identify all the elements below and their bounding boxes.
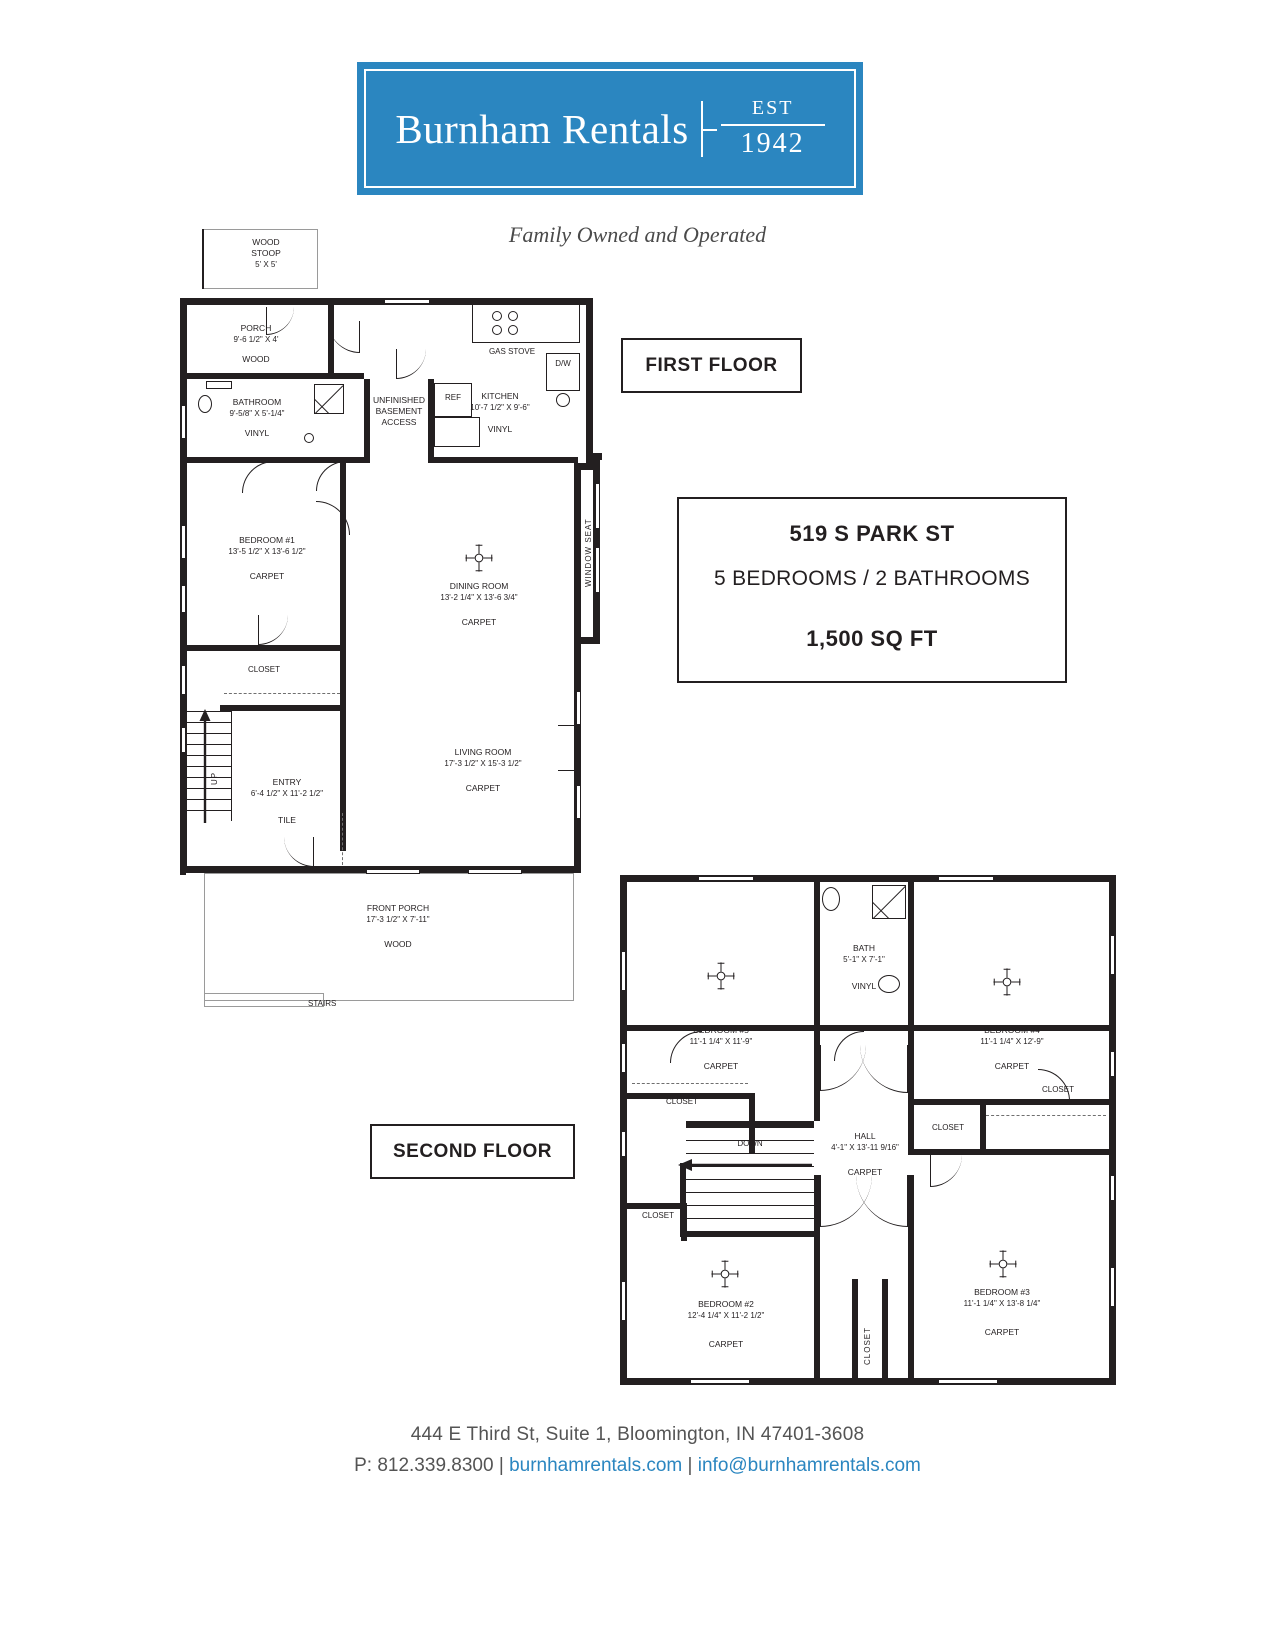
bedroom1-wall-bottom bbox=[180, 645, 346, 651]
footer-address: 444 E Third St, Suite 1, Bloomington, IN 47401-3608 bbox=[410, 1424, 865, 1445]
room-floor: CARPET bbox=[984, 1327, 1020, 1337]
ceiling-fan-icon bbox=[986, 1247, 1020, 1281]
ref-label: REF bbox=[445, 393, 461, 402]
room-bedroom-3 bbox=[932, 1287, 1072, 1338]
property-sqft: 1,500 SQ FT bbox=[806, 626, 938, 651]
room-label: BASEMENT bbox=[375, 406, 423, 416]
window bbox=[576, 785, 581, 819]
closet-wall bbox=[627, 1203, 687, 1209]
closet-wall-side bbox=[980, 1099, 986, 1155]
footer-sep-1: | bbox=[498, 1455, 510, 1476]
kitchen-wall-bottom bbox=[434, 457, 578, 463]
room-dim: 9'-5/8" X 5'-1/4" bbox=[229, 409, 285, 418]
brand-logo-inner bbox=[364, 69, 856, 188]
brand-tagline: Family Owned and Operated bbox=[508, 222, 767, 247]
sink-icon bbox=[206, 381, 232, 389]
room-bedroom-4 bbox=[942, 1025, 1082, 1072]
window bbox=[621, 1043, 626, 1073]
room-dim: 12'-4 1/4" X 11'-2 1/2" bbox=[687, 1311, 765, 1320]
window bbox=[621, 1131, 626, 1157]
stairwell-wall-bottom bbox=[680, 1231, 820, 1237]
kitchen-counter-2 bbox=[434, 417, 480, 447]
first-floor-label: FIRST FLOOR bbox=[621, 338, 802, 393]
room-bedroom-2 bbox=[658, 1299, 794, 1350]
room-floor: CARPET bbox=[465, 783, 501, 793]
room-dim: 11'-1 1/4" X 11'-9" bbox=[689, 1037, 753, 1046]
room-entry bbox=[228, 777, 346, 826]
door-swing bbox=[258, 615, 288, 645]
room-wood-stoop bbox=[214, 237, 318, 270]
closet-wall bbox=[908, 1099, 980, 1105]
property-address: 519 S PARK ST bbox=[789, 521, 955, 546]
footer-contact bbox=[0, 1455, 1275, 1477]
room-floor: WOOD bbox=[242, 354, 270, 364]
wall-seg bbox=[328, 373, 364, 379]
brand-year: 1942 bbox=[740, 128, 805, 159]
burner-icon bbox=[508, 325, 518, 335]
window-bay bbox=[558, 725, 580, 771]
room-dim: 11'-1 1/4" X 13'-8 1/4" bbox=[963, 1299, 1041, 1308]
closet-label-1: CLOSET bbox=[247, 665, 280, 674]
window bbox=[576, 691, 581, 725]
window bbox=[1110, 935, 1115, 975]
footer-phone: P: 812.339.8300 bbox=[354, 1455, 494, 1476]
room-label: ACCESS bbox=[381, 417, 417, 427]
down-label: DOWN bbox=[737, 1139, 763, 1148]
room-floor: VINYL bbox=[487, 424, 513, 434]
room-label: BEDROOM #5 bbox=[693, 1025, 749, 1035]
room-label: LIVING ROOM bbox=[454, 747, 512, 757]
opening-line bbox=[342, 813, 343, 865]
brand-est-block bbox=[707, 97, 825, 160]
ceiling-fan-icon bbox=[990, 965, 1024, 999]
window bbox=[1110, 1267, 1115, 1307]
brand-logo bbox=[357, 62, 863, 195]
room-floor: CARPET bbox=[708, 1339, 744, 1349]
logo-divider-icon bbox=[701, 101, 703, 157]
room-basement-access bbox=[366, 395, 432, 428]
door-swing bbox=[930, 1155, 962, 1187]
bedroom1-wall-right bbox=[340, 463, 346, 651]
front-door-swing bbox=[284, 837, 314, 867]
closet-shelf-line bbox=[632, 1083, 748, 1084]
second-floor-label: SECOND FLOOR bbox=[370, 1124, 575, 1179]
wall-right-dining bbox=[574, 463, 581, 643]
room-floor: TILE bbox=[278, 815, 296, 825]
door-swing bbox=[860, 1045, 908, 1093]
window bbox=[595, 547, 600, 593]
room-label: BATH bbox=[852, 943, 876, 953]
room-label: DINING ROOM bbox=[449, 581, 509, 591]
room-label: BEDROOM #3 bbox=[974, 1287, 1030, 1297]
sink-icon bbox=[878, 975, 900, 993]
room-floor: VINYL bbox=[244, 428, 270, 438]
ceiling-fan-icon bbox=[704, 959, 738, 993]
room-dim: 17'-3 1/2" X 7'-11" bbox=[366, 915, 430, 924]
interior-wall-right-upper bbox=[586, 298, 593, 468]
room-floor: CARPET bbox=[249, 571, 285, 581]
room-dim: 13'-2 1/4" X 13'-6 3/4" bbox=[440, 593, 518, 602]
burner-icon bbox=[492, 325, 502, 335]
room-floor: VINYL bbox=[851, 981, 877, 991]
property-beds-baths: 5 BEDROOMS / 2 BATHROOMS bbox=[713, 567, 1031, 590]
porch-wall-bottom bbox=[180, 373, 332, 379]
room-floor: CARPET bbox=[994, 1061, 1030, 1071]
room-living bbox=[410, 747, 556, 794]
room-dim: 9'-6 1/2" X 4' bbox=[233, 335, 279, 344]
window bbox=[621, 1281, 626, 1321]
room-label: KITCHEN bbox=[481, 391, 519, 401]
footer bbox=[0, 1424, 1275, 1477]
window bbox=[1110, 1175, 1115, 1201]
window-seat-label: WINDOW SEAT bbox=[584, 518, 593, 587]
stairs-label: STAIRS bbox=[308, 999, 337, 1008]
window bbox=[938, 1379, 998, 1384]
room-floor: CARPET bbox=[703, 1061, 739, 1071]
room-front-porch bbox=[330, 903, 466, 950]
closet-wall-side bbox=[908, 1099, 914, 1155]
hall-wall-right-lower bbox=[908, 1175, 914, 1379]
window bbox=[1110, 1051, 1115, 1077]
window bbox=[181, 727, 186, 753]
footer-website-link[interactable]: burnhamrentals.com bbox=[509, 1455, 683, 1476]
door-swing bbox=[856, 1175, 908, 1227]
wall-seg bbox=[586, 453, 602, 460]
brand-rule-icon bbox=[721, 124, 825, 126]
stoop-wall bbox=[202, 229, 204, 289]
gas-stove-label: GAS STOVE bbox=[488, 347, 536, 356]
center-closet-wall-right bbox=[882, 1279, 888, 1379]
window bbox=[468, 869, 522, 874]
room-floor: CARPET bbox=[461, 617, 497, 627]
stairs-down-arrow-icon bbox=[674, 1157, 814, 1173]
room-label: HALL bbox=[854, 1131, 876, 1141]
burner-icon bbox=[492, 311, 502, 321]
room-dim: 10'-7 1/2" X 9'-6" bbox=[470, 403, 530, 412]
room-label: BEDROOM #4 bbox=[984, 1025, 1040, 1035]
closet-label-f2-4: CLOSET bbox=[641, 1211, 674, 1220]
room-label: BEDROOM #2 bbox=[698, 1299, 754, 1309]
room-label: BATHROOM bbox=[232, 397, 282, 407]
door-swing bbox=[242, 461, 274, 493]
closet-label-f2-1: CLOSET bbox=[665, 1097, 698, 1106]
window bbox=[698, 876, 754, 881]
fixture-icon bbox=[304, 433, 314, 443]
room-label: FRONT PORCH bbox=[366, 903, 430, 913]
up-label: UP bbox=[210, 771, 219, 785]
ceiling-fan-icon bbox=[462, 541, 496, 575]
ceiling-fan-icon bbox=[708, 1257, 742, 1291]
hall-wall-right bbox=[908, 1031, 914, 1101]
window bbox=[366, 869, 420, 874]
footer-sep-2: | bbox=[687, 1455, 698, 1476]
room-label: WOOD bbox=[252, 237, 280, 247]
porch-wall-right bbox=[328, 305, 334, 379]
toilet-icon bbox=[198, 395, 212, 413]
room-bedroom-1 bbox=[202, 535, 332, 582]
closet-shelf-line bbox=[986, 1115, 1106, 1116]
door-swing bbox=[396, 349, 426, 379]
room-label: BEDROOM #1 bbox=[239, 535, 295, 545]
bath-wall-right bbox=[908, 882, 914, 1030]
room-dim: 17'-3 1/2" X 15'-3 1/2" bbox=[444, 759, 522, 768]
closet-label-f2-5: CLOSET bbox=[863, 1326, 872, 1365]
kitchen-counter bbox=[472, 305, 580, 343]
closet-label-f2-3: CLOSET bbox=[931, 1123, 964, 1132]
shower-icon bbox=[872, 885, 906, 919]
fixture-icon bbox=[556, 393, 570, 407]
closet-label-f2-2: CLOSET bbox=[1041, 1085, 1074, 1094]
closet-wall-bottom bbox=[220, 705, 346, 711]
room-label: ENTRY bbox=[272, 777, 302, 787]
toilet-icon bbox=[822, 887, 840, 911]
center-closet-wall-left bbox=[852, 1279, 858, 1379]
window bbox=[595, 483, 600, 529]
brand-name: Burnham Rentals bbox=[395, 105, 689, 152]
room-dim: 5'-1" X 7'-1" bbox=[843, 955, 885, 964]
room-hall bbox=[824, 1131, 906, 1178]
room-dim: 13'-5 1/2" X 13'-6 1/2" bbox=[228, 547, 306, 556]
dw-label: D/W bbox=[555, 359, 571, 368]
window bbox=[384, 299, 430, 304]
window bbox=[181, 665, 186, 695]
window bbox=[690, 1379, 750, 1384]
room-dim: 6'-4 1/2" X 11'-2 1/2" bbox=[250, 789, 324, 798]
room-dim: 5' X 5' bbox=[255, 260, 277, 269]
window bbox=[181, 585, 186, 613]
closet-wall-side bbox=[681, 1203, 687, 1241]
room-dim: 4'-1" X 13'-11 9/16" bbox=[831, 1143, 899, 1152]
room-floor: WOOD bbox=[384, 939, 412, 949]
room-label: UNFINISHED bbox=[373, 395, 425, 405]
room-label: STOOP bbox=[251, 248, 281, 258]
exterior-wall-top bbox=[620, 875, 1116, 882]
brand-est-label: EST bbox=[751, 97, 794, 119]
burner-icon bbox=[508, 311, 518, 321]
second-floor-plan bbox=[620, 875, 1120, 1395]
window bbox=[181, 525, 186, 559]
closet-shelf-line bbox=[224, 693, 340, 694]
window bbox=[181, 405, 186, 439]
shower-icon bbox=[314, 384, 344, 414]
room-floor: CARPET bbox=[847, 1167, 883, 1177]
room-porch bbox=[196, 323, 316, 365]
room-label: PORCH bbox=[240, 323, 272, 333]
window bbox=[621, 951, 626, 991]
window bbox=[938, 876, 994, 881]
closet-wall bbox=[980, 1099, 1110, 1105]
room-dim: 11'-1 1/4" X 12'-9" bbox=[980, 1037, 1044, 1046]
door-swing bbox=[820, 1045, 866, 1091]
footer-email-link[interactable]: info@burnhamrentals.com bbox=[697, 1455, 921, 1476]
porch-stairs-outline bbox=[204, 993, 324, 1007]
bath-wall-bottom bbox=[814, 1025, 914, 1031]
